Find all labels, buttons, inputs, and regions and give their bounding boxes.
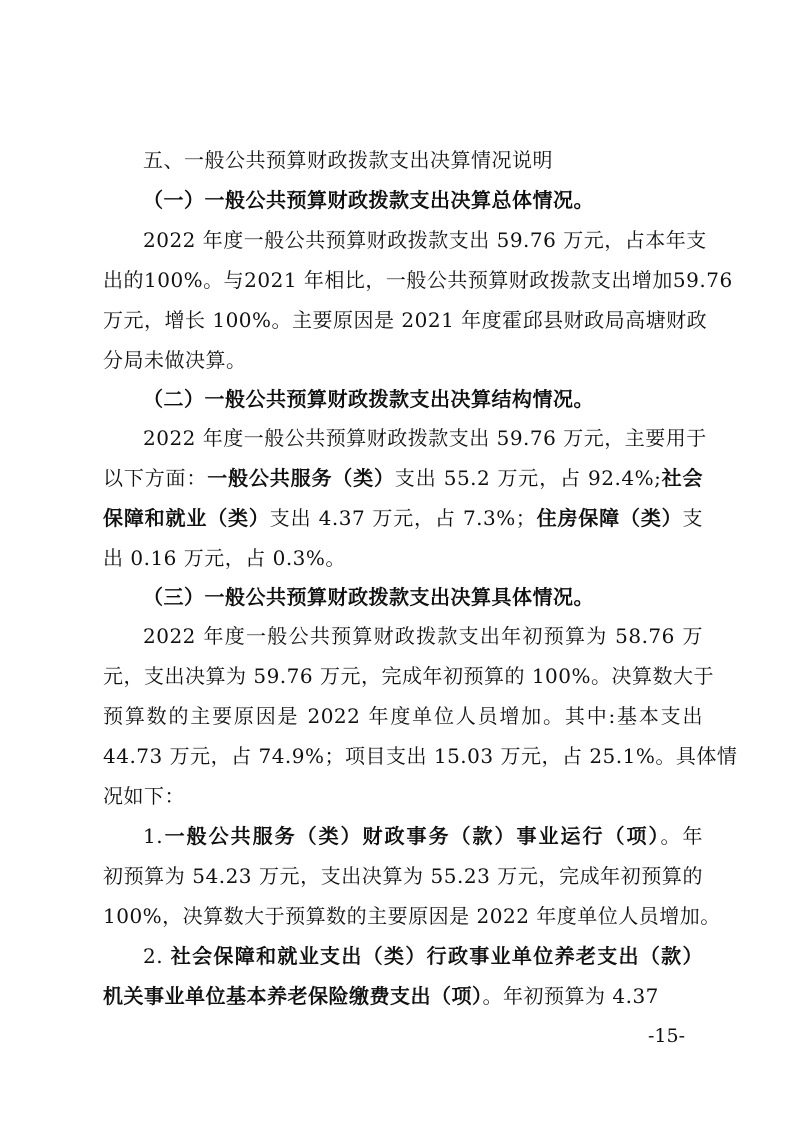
section-1-heading: （一）一般公共预算财政拨款支出决算总体情况。	[143, 188, 594, 212]
item-2-title: 社会保障和就业支出（类）行政事业单位养老支出（款）	[170, 944, 704, 968]
item-2-line-1	[143, 942, 703, 970]
item-2-number: 2.	[143, 944, 164, 968]
paragraph-2-line-1: 2022 年度一般公共预算财政拨款支出 59.76 万元，主要用于	[143, 426, 707, 450]
paragraph-3-line-1: 2022 年度一般公共预算财政拨款支出年初预算为 58.76 万	[143, 624, 703, 648]
category-housing-security: 住房保障（类）	[536, 506, 683, 530]
paragraph-3-line-5: 况如下：	[103, 784, 185, 808]
paragraph-2-text: 以下方面：	[103, 466, 208, 490]
category-social-security-start: 社会	[661, 466, 704, 490]
item-2-text: 。年初预算为 4.37	[482, 984, 659, 1008]
paragraph-1-line-4: 分局未做决算。	[103, 348, 247, 372]
section-2-heading: （二）一般公共预算财政拨款支出决算结构情况。	[143, 387, 594, 411]
item-1-line-2: 初预算为 54.23 万元，支出决算为 55.23 万元，完成年初预算的	[103, 864, 703, 888]
category-general-public-services: 一般公共服务（类）	[207, 466, 395, 490]
category-social-security-end: 保障和就业（类）	[103, 506, 270, 530]
item-1-line-3: 100%，决算数大于预算数的主要原因是 2022 年度单位人员增加。	[103, 904, 721, 928]
paragraph-3-line-4: 44.73 万元，占 74.9%；项目支出 15.03 万元，占 25.1%。具体情	[103, 744, 738, 768]
item-1-line-1	[143, 822, 703, 850]
paragraph-2-text: 支	[682, 506, 704, 530]
item-2-title-cont: 机关事业单位基本养老保险缴费支出（项）	[103, 984, 483, 1008]
paragraph-2-line-3	[103, 504, 703, 532]
paragraph-2-line-2	[103, 464, 703, 492]
page-number: -15-	[648, 1025, 686, 1047]
paragraph-3-line-2: 元，支出决算为 59.76 万元，完成年初预算的 100%。决算数大于	[103, 664, 715, 688]
paragraph-1-line-3: 万元，增长 100%。主要原因是 2021 年度霍邱县财政局高塘财政	[103, 308, 708, 332]
paragraph-1-line-1: 2022 年度一般公共预算财政拨款支出 59.76 万元，占本年支	[143, 228, 707, 252]
paragraph-2-text: 支出 55.2 万元，占 92.4%;	[394, 466, 662, 490]
paragraph-2-text: 支出 4.37 万元，占 7.3%；	[269, 506, 537, 530]
paragraph-2-line-4: 出 0.16 万元，占 0.3%。	[103, 546, 346, 570]
section-3-heading: （三）一般公共预算财政拨款支出决算具体情况。	[143, 585, 594, 609]
item-1-number: 1.	[143, 824, 164, 848]
item-1-text: 。年	[660, 824, 704, 848]
paragraph-3-line-3: 预算数的主要原因是 2022 年度单位人员增加。其中:基本支出	[103, 704, 703, 728]
item-1-title: 一般公共服务（类）财政事务（款）事业运行（项）	[163, 824, 661, 848]
paragraph-1-line-2: 出的100%。与2021 年相比，一般公共预算财政拨款支出增加59.76	[103, 268, 733, 292]
item-2-line-2	[103, 982, 659, 1010]
page-title: 五、一般公共预算财政拨款支出决算情况说明	[143, 148, 553, 172]
